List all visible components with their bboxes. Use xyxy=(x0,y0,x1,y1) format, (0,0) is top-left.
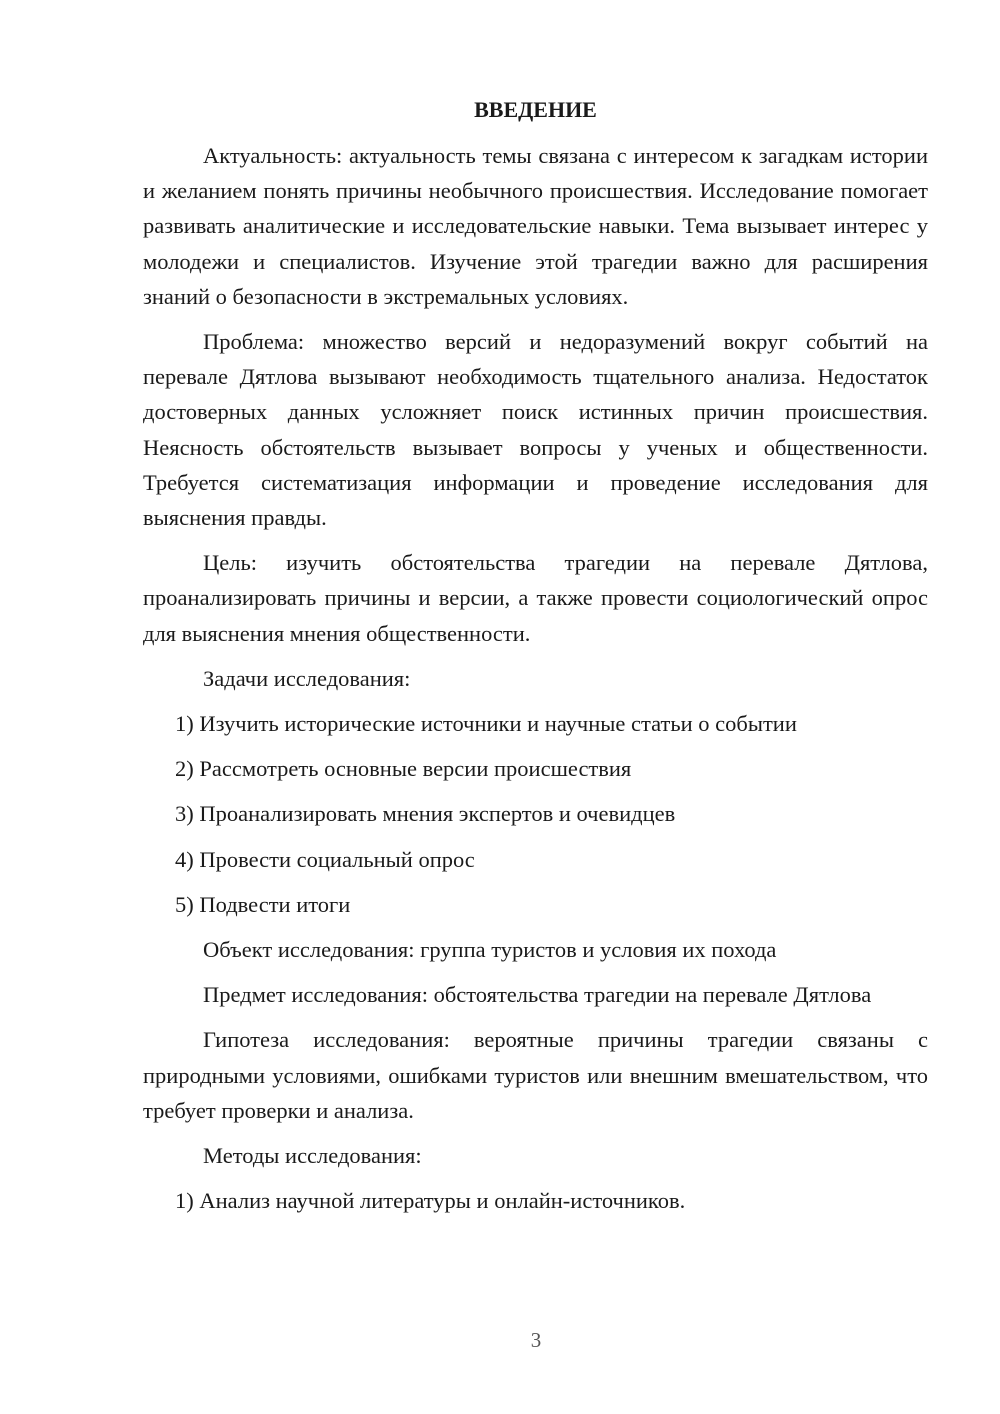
tasks-title: Задачи исследования: xyxy=(203,665,411,691)
list-item: 4) Провести социальный опрос xyxy=(175,846,475,872)
methods-list xyxy=(143,1183,928,1218)
hypothesis-paragraph: Гипотеза исследования: вероятные причины трагедии связаны с природными условиями, ошибками туристов или внешним вмешательством, что требует проверки и анализа. xyxy=(143,1027,928,1123)
object-paragraph: Объект исследования: группа туристов и условия их похода xyxy=(203,937,777,963)
list-item: 2) Рассмотреть основные версии происшествия xyxy=(175,756,632,782)
list-item: 1) Изучить исторические источники и научные статьи о событии xyxy=(175,711,797,737)
list-item: 3) Проанализировать мнения экспертов и очевидцев xyxy=(175,801,676,827)
section-heading: ВВЕДЕНИЕ xyxy=(474,97,597,122)
goal-paragraph: Цель: изучить обстоятельства трагедии на перевале Дятлова, проанализировать причины и версии, а также провести социологический опрос для выяснения мнения общественности. xyxy=(143,550,928,646)
subject-paragraph: Предмет исследования: обстоятельства трагедии на перевале Дятлова xyxy=(203,982,872,1008)
document-page xyxy=(143,92,928,1228)
tasks-list xyxy=(143,706,928,922)
methods-title: Методы исследования: xyxy=(203,1143,422,1169)
list-item: 5) Подвести итоги xyxy=(175,891,351,917)
relevance-paragraph: Актуальность: актуальность темы связана с интересом к загадкам истории и желанием понять причины необычного происшествия. Исследование помогает развивать аналитические и исследовательские навыки. Тема вызывает интерес у молодежи и специалистов. Изучение этой трагедии важно для расширения знаний о безопасности в экстремальных условиях. xyxy=(143,143,928,309)
page-number: 3 xyxy=(530,1328,542,1352)
list-item: 1) Анализ научной литературы и онлайн-источников. xyxy=(175,1188,686,1214)
problem-paragraph: Проблема: множество версий и недоразумений вокруг событий на перевале Дятлова вызывают необходимость тщательного анализа. Недостаток достоверных данных усложняет поиск истинных причин происшествия. Неясность обстоятельств вызывает вопросы у ученых и общественности. Требуется систематизация информации и проведение исследования для выяснения правды. xyxy=(143,329,928,531)
